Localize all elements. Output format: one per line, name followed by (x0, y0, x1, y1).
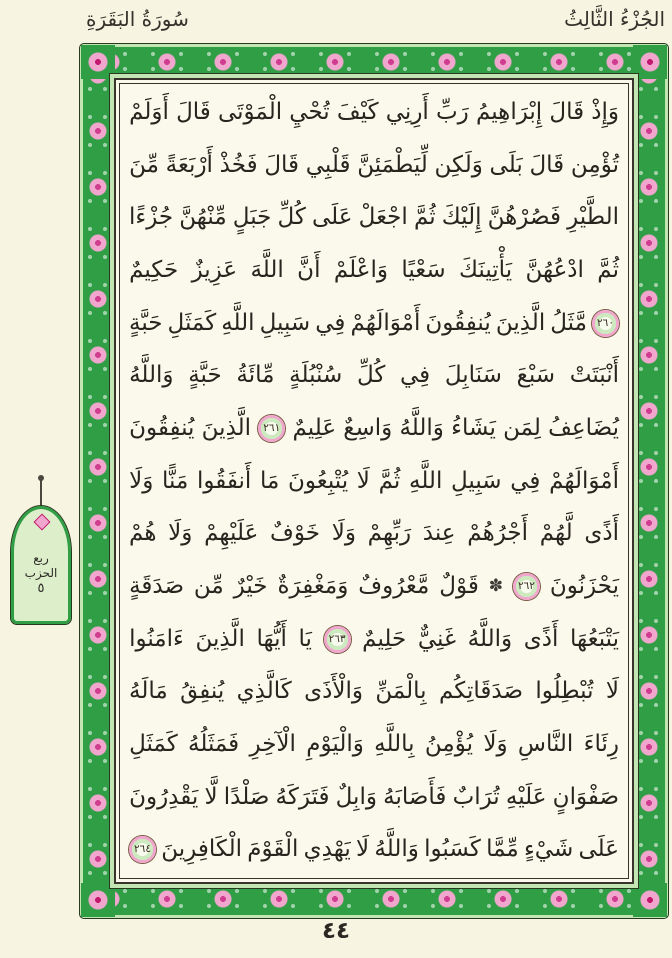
quran-word: أَمْوَالَهُمْ (350, 309, 421, 336)
quran-line (129, 560, 619, 613)
quran-word: صَدَقَةٍ (129, 572, 184, 599)
quran-word: فِي (315, 309, 346, 336)
quran-word: وَلَا (483, 730, 508, 757)
ornament-finial (40, 480, 42, 506)
quran-line (129, 297, 619, 350)
quran-word: مِّنْهُنَّ (179, 204, 227, 231)
quran-word: بِاللَّهِ (374, 730, 415, 757)
quran-word: يَأْتِينَكَ (459, 256, 513, 283)
quran-word: وَلَكِن (434, 151, 483, 178)
quran-line (129, 455, 619, 508)
border-corner-flower-icon (81, 883, 115, 917)
quran-word: ثُمَّ (413, 204, 436, 231)
quran-word: مَّثَلُ (550, 309, 587, 336)
page-number: ٤٤ (321, 918, 351, 944)
quran-word: وَاللَّهُ (399, 414, 444, 441)
quran-word: غَنِيٌّ (417, 625, 457, 652)
quran-word: تُحْيِ (289, 98, 330, 125)
quran-word: إِلَيْكَ (441, 204, 482, 231)
quran-word: أَوَلَمْ (129, 98, 169, 125)
quran-word: خَوْفٌ (270, 520, 320, 547)
quran-line (129, 349, 619, 402)
quran-word: لَا (356, 836, 370, 863)
quran-word: أَنفَقُوا (196, 467, 252, 494)
quran-word: وَالْأَذَى (304, 678, 363, 705)
quran-word: ادْعُهُنَّ (525, 256, 584, 283)
quran-word: فِي (510, 467, 541, 494)
quran-word: الْكَافِرِينَ (161, 836, 242, 863)
quran-word: خَيْرٌ (233, 572, 268, 599)
quran-word: وَاللَّهُ (129, 362, 174, 389)
quran-word: عَلَى (312, 204, 353, 231)
quran-word: عَلَيْهِ (505, 783, 547, 810)
quran-line (129, 402, 619, 455)
quran-word: أَذًى (523, 625, 559, 652)
quran-word: مِّن (193, 572, 224, 599)
quran-word: عَلَيْهِمْ (204, 520, 259, 547)
quran-word: بِالْمَنِّ (375, 678, 427, 705)
quran-word: سَبِيلِ (259, 309, 311, 336)
quran-word: وَلَا (168, 520, 193, 547)
rub-hizb-margin-ornament (8, 480, 74, 624)
ayah-end-marker: ٢٦٣ (324, 626, 351, 653)
quran-word: عَلِيمٌ (292, 414, 337, 441)
quran-word: الطَّيْرِ (567, 204, 619, 231)
quran-word: مِّائَةُ (236, 362, 275, 389)
quran-line (129, 139, 619, 192)
ornament-word1: ربع (33, 550, 49, 565)
quran-word: يَتْبَعُهَا (570, 625, 619, 652)
quran-word: يَهْدِي (303, 836, 351, 863)
ayah-end-marker: ٢٦٠ (592, 310, 619, 337)
border-corner-flower-icon (633, 883, 667, 917)
quran-word: وَلَا (331, 520, 356, 547)
quran-word: رَبِّهِمْ (367, 520, 412, 547)
quran-word: قَلْبِي (305, 151, 351, 178)
quran-word: لِمَن (503, 414, 541, 441)
quran-word: قَالَ (176, 98, 211, 125)
surah-title: سُورَةُ البَقَرَةِ (86, 7, 189, 31)
decorative-border-frame (80, 44, 668, 918)
quran-word: فَصُرْهُنَّ (487, 204, 561, 231)
quran-word: يُؤْمِنُ (424, 730, 473, 757)
quran-word: جُزْءًا (129, 204, 174, 231)
quran-line (129, 507, 619, 560)
quran-word: لَّا (204, 783, 218, 810)
quran-line (129, 718, 619, 771)
quran-word: أَذًى (584, 520, 619, 547)
quran-word: عِندَ (422, 520, 456, 547)
quran-word: كُلِّ (277, 204, 306, 231)
quran-word: ءَامَنُوا (129, 625, 184, 652)
quran-word: وَاعْلَمْ (333, 256, 388, 283)
quran-word: يَا (298, 625, 312, 652)
quran-word: يُضَاعِفُ (548, 414, 619, 441)
quran-word: كَمَثَلِ (167, 309, 217, 336)
quran-word: شَيْءٍ (523, 836, 574, 863)
quran-word: فَتَرَكَهُ (275, 783, 330, 810)
quran-word: يَحْزَنُونَ (549, 572, 619, 599)
quran-word: وَالْيَوْمِ (306, 730, 364, 757)
quran-word: حَبَّةٍ (129, 309, 163, 336)
quran-line (129, 823, 619, 876)
quran-line (129, 191, 619, 244)
quran-word: يُنفِقُونَ (425, 309, 491, 336)
quran-word: أَجْرُهُمْ (467, 520, 528, 547)
ayah-end-marker: ٢٦٤ (129, 836, 156, 863)
quran-word: سَبِيلِ (451, 467, 502, 494)
quran-word: وَاسِعٌ (343, 414, 393, 441)
quran-word: لَا (605, 678, 619, 705)
quran-word: لِّيَطْمَئِنَّ (357, 151, 428, 178)
quran-word: سَنَابِلَ (444, 362, 502, 389)
quran-word: فَأَصَابَهُ (383, 783, 447, 810)
quran-word: كَيْفَ (336, 98, 379, 125)
quran-word: وَلَا (129, 467, 154, 494)
quran-word: يُنفِقُ (180, 678, 225, 705)
ayah-end-marker: ٢٦١ (258, 415, 285, 442)
quran-word: تُبْطِلُوا (535, 678, 594, 705)
rub-el-hizb-icon: ✽ (488, 575, 504, 596)
quran-word: حَلِيمٌ (362, 625, 407, 652)
quran-word: اللَّهِ (408, 467, 443, 494)
quran-word: وَاللَّهُ (467, 625, 513, 652)
quran-word: هُمْ (129, 520, 157, 547)
quran-word: الْمَوْتَى (217, 98, 283, 125)
quran-word: كَالَّذِي (236, 678, 292, 705)
quran-line (129, 771, 619, 824)
quran-word: اللَّهَ (250, 256, 284, 283)
quran-word: ثُمَّ (378, 467, 401, 494)
quran-word: مَا (259, 467, 280, 494)
quran-word: بَلَى (489, 151, 523, 178)
quran-word: قَوْلٌ (439, 572, 479, 599)
quran-word: فَخُذْ (219, 151, 258, 178)
quran-lines (129, 86, 619, 876)
quran-word: عَلَى (578, 836, 619, 863)
border-band-top (83, 47, 665, 78)
quran-word: أَرِنِي (385, 98, 429, 125)
quran-word: اجْعَلْ (358, 204, 408, 231)
ornament-dome (11, 506, 71, 624)
quran-word: مَالَهُ (129, 678, 168, 705)
quran-word: النَّاسِ (517, 730, 574, 757)
quran-word: قَالَ (264, 151, 300, 178)
quran-word: لَّهُمْ (539, 520, 573, 547)
quran-word: وَمَغْفِرَةٌ (277, 572, 349, 599)
ornament-word2: الحزب (24, 565, 58, 580)
border-corner-flower-icon (633, 45, 667, 79)
quran-word: يَشَاءُ (451, 414, 496, 441)
quran-word: صَلْدًا (223, 783, 270, 810)
juz-title: الجُزْءُ الثَّالِثُ (564, 7, 665, 31)
quran-word: عَزِيزٌ (191, 256, 238, 283)
quran-word: يُتْبِعُونَ (287, 467, 349, 494)
quran-word: جَبَلٍ (232, 204, 272, 231)
quran-word: أَنَّ (297, 256, 321, 283)
quran-word: أَمْوَالَهُمْ (549, 467, 619, 494)
quran-word: أَنْبَتَتْ (569, 362, 619, 389)
quran-word: وَاللَّهُ (374, 836, 419, 863)
quran-word: سُنْبُلَةٍ (289, 362, 343, 389)
quran-word: الَّذِينَ (201, 414, 252, 441)
quran-word: الْآخِرِ (249, 730, 296, 757)
quran-word: قَالَ (549, 98, 585, 125)
quran-word: فِي (400, 362, 431, 389)
border-band-bottom (83, 884, 665, 915)
quran-word: مِّنَ (129, 151, 159, 178)
quran-word: ثُمَّ (597, 256, 619, 283)
quran-line (129, 613, 619, 666)
quran-word: صَدَقَاتِكُم (438, 678, 523, 705)
quran-line (129, 86, 619, 139)
quran-word: فَمَثَلُهُ (188, 730, 240, 757)
quran-word: اللَّهِ (221, 309, 255, 336)
quran-word: قَالَ (529, 151, 565, 178)
ayah-end-marker: ٢٦٢ (513, 573, 540, 600)
quran-line (129, 665, 619, 718)
text-panel (114, 78, 634, 884)
quran-word: مِّمَّا (486, 836, 519, 863)
quran-word: لَا (356, 467, 370, 494)
quran-word: وَإِذْ (591, 98, 619, 125)
quran-word: أَيُّهَا (256, 625, 287, 652)
quran-word: كُلِّ (356, 362, 386, 389)
quran-word: رَبِّ (436, 98, 469, 125)
quran-word: أَرْبَعَةً (165, 151, 213, 178)
quran-word: مَنًّا (162, 467, 189, 494)
quran-word: تُؤْمِن (570, 151, 619, 178)
border-band-right (634, 47, 665, 915)
quran-word: الَّذِينَ (195, 625, 245, 652)
inner-rule (119, 83, 629, 879)
quran-word: يَقْدِرُونَ (129, 783, 199, 810)
border-corner-flower-icon (81, 45, 115, 79)
quran-word: الَّذِينَ (495, 309, 546, 336)
quran-word: حَكِيمٌ (129, 256, 179, 283)
quran-line (129, 244, 619, 297)
quran-word: الْقَوْمَ (247, 836, 299, 863)
quran-word: إِبْرَاهِيمُ (475, 98, 543, 125)
quran-word: رِئَاءَ (583, 730, 619, 757)
quran-word: تُرَابٌ (452, 783, 500, 810)
quran-word: حَبَّةٍ (188, 362, 222, 389)
quran-word: مَّعْرُوفٌ (358, 572, 430, 599)
ornament-number: ٥ (37, 580, 45, 596)
quran-word: كَمَثَلِ (129, 730, 178, 757)
quran-word: كَسَبُوا (424, 836, 481, 863)
quran-word: يُنفِقُونَ (129, 414, 195, 441)
quran-word: صَفْوَانٍ (552, 783, 619, 810)
quran-word: سَبْعَ (516, 362, 556, 389)
quran-word: وَابِلٌ (335, 783, 377, 810)
quran-word: سَعْيًا (401, 256, 446, 283)
border-band-left (83, 47, 114, 915)
